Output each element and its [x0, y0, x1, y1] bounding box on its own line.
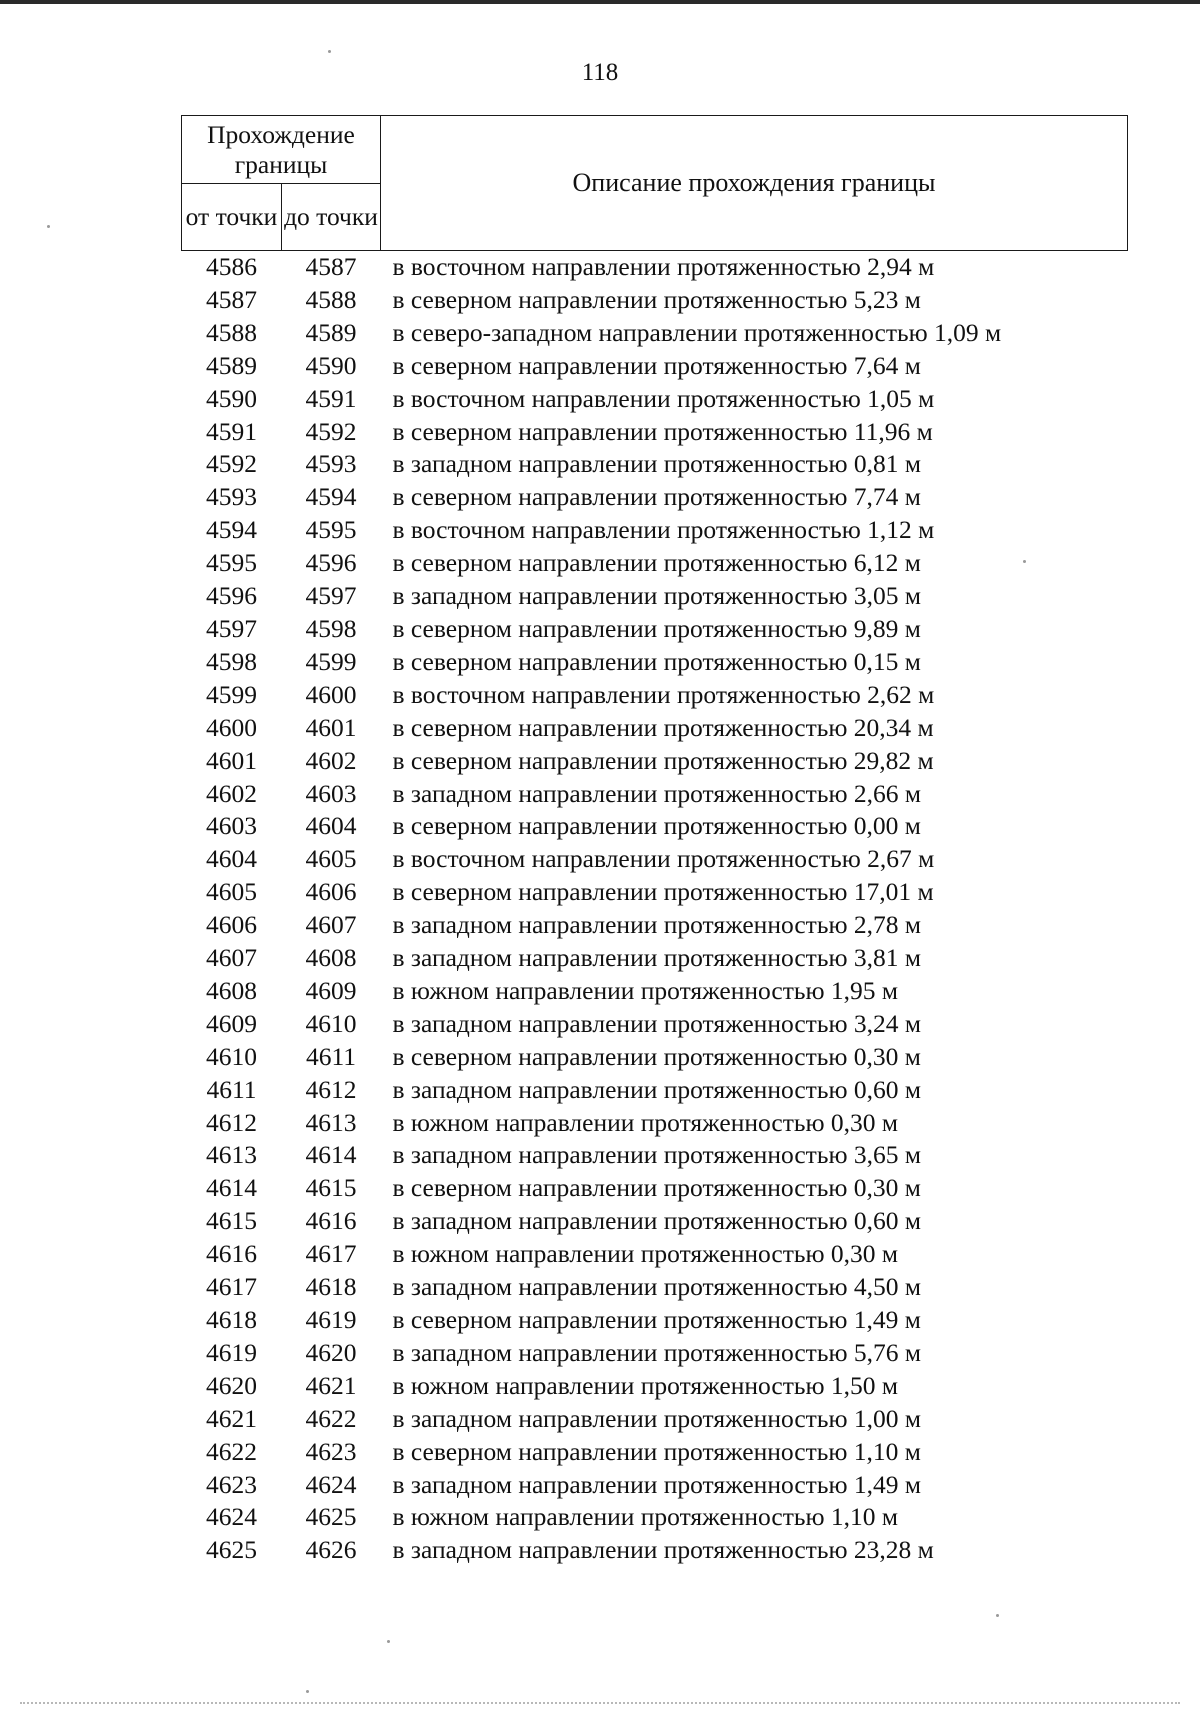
- from-point-cell: 4621: [206, 1403, 257, 1433]
- description-cell: в западном направлении протяженностью 23,28 м: [392, 1535, 934, 1565]
- from-point-cell: 4616: [206, 1239, 257, 1269]
- to-point-cell: 4622: [305, 1403, 357, 1433]
- from-point-cell: 4609: [206, 1008, 257, 1038]
- table-header: [182, 116, 1128, 251]
- table-row: [182, 383, 1128, 416]
- from-point-cell: 4603: [206, 811, 257, 841]
- description-cell: в западном направлении протяженностью 3,05 м: [392, 581, 922, 611]
- description-cell: в западном направлении протяженностью 3,81 м: [392, 943, 922, 973]
- description-cell: в южном направлении протяженностью 1,95 м: [392, 975, 899, 1005]
- to-point-cell: 4619: [305, 1305, 357, 1334]
- to-point-cell: 4615: [305, 1173, 357, 1203]
- to-point-cell: 4597: [305, 581, 357, 611]
- from-point-cell: 4622: [206, 1436, 257, 1466]
- table-row: [182, 251, 1128, 284]
- description-cell: в северном направлении протяженностью 0,00 м: [392, 811, 921, 841]
- description-cell: в западном направлении протяженностью 1,00 м: [392, 1403, 922, 1433]
- description-cell: в северном направлении протяженностью 5,23 м: [392, 284, 921, 314]
- to-point-cell: 4609: [305, 975, 357, 1005]
- table-row: [182, 679, 1128, 712]
- from-point-cell: 4595: [206, 548, 257, 578]
- table-row: [182, 350, 1128, 383]
- to-point-cell: 4591: [305, 383, 357, 413]
- description-cell: в восточном направлении протяженностью 2,62 м: [392, 679, 935, 709]
- description-cell: в северном направлении протяженностью 0,30 м: [392, 1173, 921, 1203]
- to-point-cell: 4611: [305, 1041, 357, 1071]
- scan-speck: [996, 1614, 999, 1617]
- description-cell: в северном направлении протяженностью 7,74 м: [392, 482, 921, 512]
- to-point-cell: 4621: [305, 1370, 357, 1400]
- scan-speck: [387, 1640, 390, 1643]
- to-point-cell: 4606: [305, 877, 357, 907]
- from-point-cell: 4591: [206, 416, 257, 446]
- to-point-cell: 4588: [305, 284, 357, 314]
- table-row: [182, 580, 1128, 613]
- scan-speck: [306, 1690, 309, 1693]
- table-row: [182, 1238, 1128, 1271]
- table-row: [182, 909, 1128, 942]
- description-cell: в западном направлении протяженностью 0,81 м: [392, 449, 922, 479]
- to-point-cell: 4587: [305, 252, 357, 281]
- from-point-cell: 4601: [206, 745, 257, 775]
- description-cell: в западном направлении протяженностью 2,78 м: [392, 910, 922, 940]
- description-cell: в южном направлении протяженностью 1,50 м: [392, 1370, 899, 1400]
- to-point-cell: 4589: [305, 317, 357, 347]
- description-cell: в восточном направлении протяженностью 1,12 м: [392, 515, 935, 545]
- to-point-cell: 4602: [305, 745, 357, 775]
- to-point-cell: 4608: [305, 943, 357, 973]
- passage-header: Прохождение границы: [182, 116, 381, 184]
- scan-speck: [328, 50, 331, 53]
- table-row: [182, 1074, 1128, 1107]
- to-point-cell: 4598: [305, 613, 357, 643]
- to-point-cell: 4599: [305, 646, 357, 676]
- to-point-cell: 4592: [305, 416, 357, 446]
- table-row: [182, 547, 1128, 580]
- table-row: [182, 1534, 1128, 1567]
- from-point-cell: 4608: [206, 975, 257, 1005]
- table-row: [182, 810, 1128, 843]
- table-row: [182, 1107, 1128, 1140]
- table-row: [182, 975, 1128, 1008]
- scan-top-border: [0, 0, 1200, 4]
- table-row: [182, 514, 1128, 547]
- scan-speck: [1023, 560, 1026, 563]
- from-point-cell: 4614: [206, 1173, 257, 1203]
- description-cell: в северном направлении протяженностью 11,96 м: [392, 416, 933, 446]
- table-row: [182, 1205, 1128, 1238]
- to-point-cell: 4616: [305, 1206, 357, 1236]
- table-row: [182, 1304, 1128, 1337]
- to-point-cell: 4613: [305, 1107, 357, 1137]
- from-point-cell: 4611: [206, 1074, 257, 1104]
- table-row: [182, 1337, 1128, 1370]
- to-point-cell: 4605: [305, 844, 357, 874]
- from-point-cell: 4587: [206, 284, 257, 314]
- description-cell: в северном направлении протяженностью 1,10 м: [392, 1436, 921, 1466]
- from-point-cell: 4625: [206, 1535, 257, 1565]
- from-point-cell: 4593: [206, 482, 257, 512]
- from-point-cell: 4620: [206, 1370, 257, 1400]
- description-cell: в северном направлении протяженностью 6,12 м: [392, 548, 921, 578]
- to-point-cell: 4610: [305, 1008, 357, 1038]
- description-cell: в северо-западном направлении протяженностью 1,09 м: [392, 317, 1002, 347]
- table-body: [182, 251, 1128, 1568]
- description-cell: в северном направлении протяженностью 1,49 м: [392, 1305, 921, 1334]
- table-row: [182, 1501, 1128, 1534]
- from-point-cell: 4596: [206, 581, 257, 611]
- to-point-cell: 4593: [305, 449, 357, 479]
- description-cell: в восточном направлении протяженностью 2,67 м: [392, 844, 935, 874]
- from-point-cell: 4586: [206, 252, 257, 281]
- to-point-cell: 4617: [305, 1239, 357, 1269]
- from-point-cell: 4588: [206, 317, 257, 347]
- table-row: [182, 745, 1128, 778]
- table-row: [182, 1469, 1128, 1502]
- description-header: Описание прохождения границы: [381, 116, 1128, 251]
- from-point-cell: 4594: [206, 515, 257, 545]
- from-point-cell: 4610: [206, 1041, 257, 1071]
- description-cell: в восточном направлении протяженностью 2,94 м: [392, 252, 935, 281]
- to-point-cell: 4612: [305, 1074, 357, 1104]
- to-point-cell: 4590: [305, 350, 357, 380]
- to-point-cell: 4595: [305, 515, 357, 545]
- table-row: [182, 284, 1128, 317]
- to-point-cell: 4600: [305, 679, 357, 709]
- description-cell: в северном направлении протяженностью 0,30 м: [392, 1041, 921, 1071]
- description-cell: в западном направлении протяженностью 4,50 м: [392, 1272, 922, 1302]
- table-row: [182, 1139, 1128, 1172]
- description-cell: в северном направлении протяженностью 17,01 м: [392, 877, 934, 907]
- from-point-cell: 4619: [206, 1337, 257, 1367]
- description-cell: в западном направлении протяженностью 1,49 м: [392, 1469, 922, 1499]
- from-point-cell: 4613: [206, 1140, 257, 1170]
- table-row: [182, 317, 1128, 350]
- from-point-cell: 4598: [206, 646, 257, 676]
- from-point-cell: 4597: [206, 613, 257, 643]
- description-cell: в северном направлении протяженностью 20,34 м: [392, 712, 934, 742]
- to-point-cell: 4620: [305, 1337, 357, 1367]
- description-cell: в западном направлении протяженностью 0,60 м: [392, 1074, 922, 1104]
- from-point-cell: 4617: [206, 1272, 257, 1302]
- from-point-cell: 4607: [206, 943, 257, 973]
- from-point-cell: 4589: [206, 350, 257, 380]
- from-point-cell: 4600: [206, 712, 257, 742]
- table-row: [182, 448, 1128, 481]
- description-cell: в восточном направлении протяженностью 1,05 м: [392, 383, 935, 413]
- to-point-cell: 4594: [305, 482, 357, 512]
- table-row: [182, 1271, 1128, 1304]
- description-cell: в южном направлении протяженностью 0,30 м: [392, 1239, 899, 1269]
- boundary-table: [181, 115, 1128, 1567]
- to-point-cell: 4618: [305, 1272, 357, 1302]
- to-point-cell: 4604: [305, 811, 357, 841]
- to-point-cell: 4626: [305, 1535, 357, 1565]
- from-point-cell: 4623: [206, 1469, 257, 1499]
- description-cell: в южном направлении протяженностью 0,30 м: [392, 1107, 899, 1137]
- table-row: [182, 416, 1128, 449]
- from-point-cell: 4606: [206, 910, 257, 940]
- description-cell: в северном направлении протяженностью 7,64 м: [392, 350, 921, 380]
- description-cell: в северном направлении протяженностью 0,15 м: [392, 646, 921, 676]
- table-row: [182, 778, 1128, 811]
- description-cell: в западном направлении протяженностью 3,65 м: [392, 1140, 922, 1170]
- from-point-cell: 4604: [206, 844, 257, 874]
- from-point-cell: 4602: [206, 778, 257, 808]
- description-cell: в северном направлении протяженностью 9,89 м: [392, 613, 921, 643]
- from-point-header: от точки: [182, 184, 282, 251]
- from-point-cell: 4615: [206, 1206, 257, 1236]
- table-row: [182, 876, 1128, 909]
- from-point-cell: 4599: [206, 679, 257, 709]
- description-cell: в западном направлении протяженностью 0,60 м: [392, 1206, 922, 1236]
- to-point-cell: 4603: [305, 778, 357, 808]
- description-cell: в западном направлении протяженностью 3,24 м: [392, 1008, 922, 1038]
- description-cell: в западном направлении протяженностью 5,76 м: [392, 1337, 922, 1367]
- to-point-cell: 4596: [305, 548, 357, 578]
- to-point-cell: 4623: [305, 1436, 357, 1466]
- table-row: [182, 1370, 1128, 1403]
- table-row: [182, 1008, 1128, 1041]
- from-point-cell: 4592: [206, 449, 257, 479]
- table-row: [182, 613, 1128, 646]
- scan-speck: [47, 225, 50, 228]
- to-point-cell: 4614: [305, 1140, 357, 1170]
- to-point-cell: 4624: [305, 1469, 357, 1499]
- description-cell: в северном направлении протяженностью 29,82 м: [392, 745, 934, 775]
- table-row: [182, 1403, 1128, 1436]
- table-row: [182, 1041, 1128, 1074]
- page-number: 118: [581, 59, 619, 86]
- from-point-cell: 4590: [206, 383, 257, 413]
- table-row: [182, 481, 1128, 514]
- to-point-header: до точки: [282, 184, 381, 251]
- to-point-cell: 4625: [305, 1502, 357, 1532]
- from-point-cell: 4618: [206, 1305, 257, 1334]
- table-row: [182, 1436, 1128, 1469]
- to-point-cell: 4601: [305, 712, 357, 742]
- description-cell: в западном направлении протяженностью 2,66 м: [392, 778, 922, 808]
- to-point-cell: 4607: [305, 910, 357, 940]
- from-point-cell: 4605: [206, 877, 257, 907]
- table-row: [182, 646, 1128, 679]
- scan-bottom-noise: [20, 1702, 1180, 1704]
- table-row: [182, 942, 1128, 975]
- table-row: [182, 712, 1128, 745]
- table-row: [182, 1172, 1128, 1205]
- description-cell: в южном направлении протяженностью 1,10 м: [392, 1502, 899, 1532]
- from-point-cell: 4612: [206, 1107, 257, 1137]
- table-row: [182, 843, 1128, 876]
- from-point-cell: 4624: [206, 1502, 257, 1532]
